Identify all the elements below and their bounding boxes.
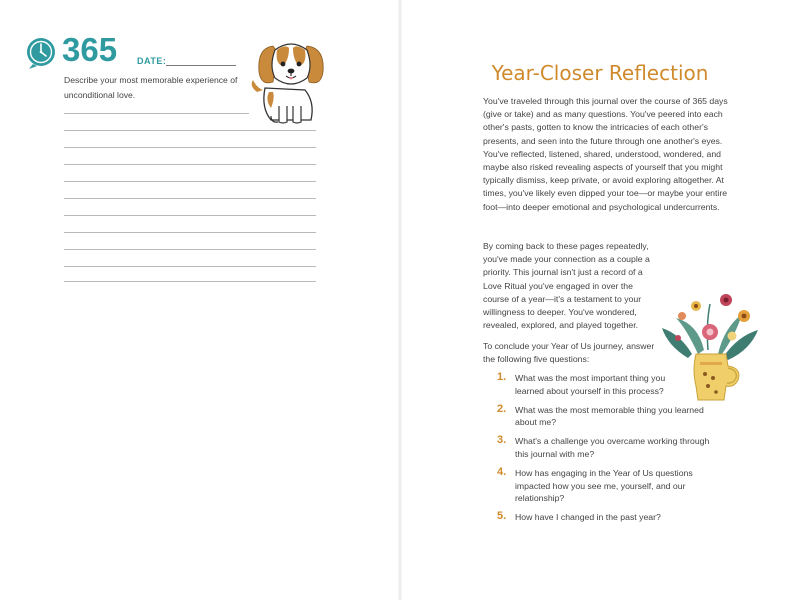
journal-prompt: Describe your most memorable experience of unconditional love. xyxy=(64,75,238,100)
writing-line xyxy=(64,113,249,114)
list-item xyxy=(497,435,737,461)
question-text: What was the most memorable thing you learned about me? xyxy=(515,404,704,428)
question-text: What's a challenge you overcame working through this journal with me? xyxy=(515,436,710,459)
paragraph-connection: By coming back to these pages repeatedly, you've made your connection as a couple a priority. This journal isn't just a record of a Love Ritual you've engaged in over the course of a year—it's a testament to your willingness to deeper. You've wondered, revealed, explored, and played together. xyxy=(483,241,650,331)
paragraph-conclude: To conclude your Year of Us journey, answer the following five questions: xyxy=(483,341,655,365)
date-label: DATE: xyxy=(137,56,167,66)
question-number: 4. xyxy=(497,465,507,478)
page-title-text: Year-Closer Reflection xyxy=(491,61,709,85)
writing-line xyxy=(64,181,316,182)
writing-line xyxy=(64,130,316,131)
writing-line xyxy=(64,266,316,267)
writing-line xyxy=(64,147,316,148)
writing-lines xyxy=(64,113,316,283)
question-list xyxy=(497,372,737,530)
list-item xyxy=(497,511,737,524)
list-item xyxy=(497,467,737,505)
question-text: How have I changed in the past year? xyxy=(515,512,661,523)
question-text: What was the most important thing you learned about yourself in this process? xyxy=(515,373,666,396)
day-number: 365 xyxy=(62,31,118,68)
list-item xyxy=(497,404,737,430)
writing-line xyxy=(64,215,316,216)
page-title xyxy=(400,61,800,85)
paragraph-intro: You've traveled through this journal over the course of 365 days (give or take) and as many questions. You've peered into each other's pasts, gotten to know the intricacies of each other's presents, and seen into the future through one another's eyes. You've reflected, listened, shared, understood, wondered, and maybe also risked revealing aspects of yourself that you might typically dismiss, keep private, or avoid exploring altogether. At times, you've likely even dipped your toe—or maybe your entire foot—into deeper emotional and psychological undercurrents. xyxy=(483,96,728,212)
question-number: 1. xyxy=(497,371,507,383)
question-number: 2. xyxy=(497,402,507,415)
question-text: How has engaging in the Year of Us questions impacted how you see me, yourself, and our relationship? xyxy=(515,467,693,504)
writing-line xyxy=(64,198,316,199)
book-gutter xyxy=(398,0,402,600)
writing-line xyxy=(64,281,316,282)
writing-line xyxy=(64,164,316,165)
clock-badge-icon xyxy=(25,36,59,70)
writing-line xyxy=(64,249,316,250)
list-item xyxy=(497,372,737,398)
date-line xyxy=(166,65,236,66)
writing-line xyxy=(64,232,316,233)
question-number: 5. xyxy=(497,510,507,523)
question-number: 3. xyxy=(497,434,507,447)
